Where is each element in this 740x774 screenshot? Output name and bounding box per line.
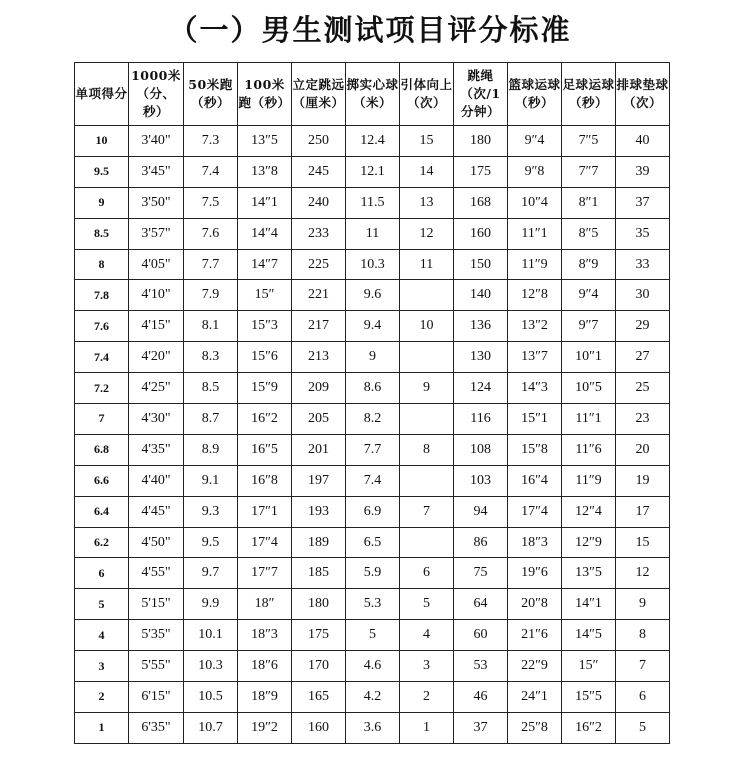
cell-50m: 10.7	[184, 712, 238, 743]
cell-50m: 9.7	[184, 558, 238, 589]
cell-50m: 10.5	[184, 682, 238, 713]
cell-standing-long-jump: 180	[292, 589, 346, 620]
cell-1000m: 4'20"	[129, 342, 184, 373]
cell-rope-skipping: 168	[454, 187, 508, 218]
cell-50m: 7.3	[184, 126, 238, 157]
cell-basketball-dribble: 11″9	[508, 249, 562, 280]
cell-score: 7.6	[75, 311, 129, 342]
cell-standing-long-jump: 170	[292, 651, 346, 682]
cell-100m: 16″5	[238, 434, 292, 465]
cell-100m: 13″8	[238, 156, 292, 187]
cell-basketball-dribble: 21″6	[508, 620, 562, 651]
cell-50m: 7.5	[184, 187, 238, 218]
cell-pull-up: 10	[400, 311, 454, 342]
cell-score: 7.8	[75, 280, 129, 311]
cell-medicine-ball: 6.9	[346, 496, 400, 527]
header-pull-up: 引体向上（次）	[400, 63, 454, 126]
cell-100m: 17″1	[238, 496, 292, 527]
cell-football-dribble: 13″5	[562, 558, 616, 589]
cell-football-dribble: 16″2	[562, 712, 616, 743]
table-row	[75, 434, 670, 465]
cell-pull-up: 11	[400, 249, 454, 280]
cell-1000m: 4'45"	[129, 496, 184, 527]
cell-medicine-ball: 4.2	[346, 682, 400, 713]
cell-score: 4	[75, 620, 129, 651]
cell-football-dribble: 7″5	[562, 126, 616, 157]
cell-volleyball-bump: 39	[616, 156, 670, 187]
cell-50m: 9.5	[184, 527, 238, 558]
cell-football-dribble: 8″1	[562, 187, 616, 218]
cell-100m: 17″4	[238, 527, 292, 558]
cell-medicine-ball: 9	[346, 342, 400, 373]
table-row	[75, 311, 670, 342]
cell-football-dribble: 7″7	[562, 156, 616, 187]
header-standing-long-jump: 立定跳远（厘米）	[292, 63, 346, 126]
cell-basketball-dribble: 15″8	[508, 434, 562, 465]
cell-score: 3	[75, 651, 129, 682]
cell-volleyball-bump: 25	[616, 373, 670, 404]
header-row	[75, 63, 670, 126]
cell-standing-long-jump: 245	[292, 156, 346, 187]
cell-100m: 18″9	[238, 682, 292, 713]
cell-volleyball-bump: 20	[616, 434, 670, 465]
cell-1000m: 4'35"	[129, 434, 184, 465]
header-medicine-ball: 掷实心球（米）	[346, 63, 400, 126]
cell-1000m: 3'40"	[129, 126, 184, 157]
cell-score: 8	[75, 249, 129, 280]
cell-football-dribble: 12″9	[562, 527, 616, 558]
cell-standing-long-jump: 205	[292, 404, 346, 435]
cell-100m: 14″7	[238, 249, 292, 280]
cell-100m: 16″2	[238, 404, 292, 435]
cell-1000m: 4'55"	[129, 558, 184, 589]
cell-pull-up: 1	[400, 712, 454, 743]
cell-rope-skipping: 140	[454, 280, 508, 311]
cell-1000m: 3'50"	[129, 187, 184, 218]
cell-100m: 19″2	[238, 712, 292, 743]
cell-volleyball-bump: 29	[616, 311, 670, 342]
cell-score: 10	[75, 126, 129, 157]
header-50m: 50米跑（秒）	[184, 63, 238, 126]
cell-50m: 10.3	[184, 651, 238, 682]
cell-volleyball-bump: 37	[616, 187, 670, 218]
header-football-dribble: 足球运球（秒）	[562, 63, 616, 126]
cell-pull-up: 4	[400, 620, 454, 651]
cell-rope-skipping: 136	[454, 311, 508, 342]
header-basketball-dribble: 篮球运球（秒）	[508, 63, 562, 126]
cell-basketball-dribble: 15″1	[508, 404, 562, 435]
cell-rope-skipping: 150	[454, 249, 508, 280]
cell-1000m: 4'30"	[129, 404, 184, 435]
cell-50m: 7.4	[184, 156, 238, 187]
cell-medicine-ball: 5.3	[346, 589, 400, 620]
cell-50m: 8.9	[184, 434, 238, 465]
cell-pull-up	[400, 342, 454, 373]
cell-pull-up: 12	[400, 218, 454, 249]
table-row	[75, 404, 670, 435]
cell-basketball-dribble: 10″4	[508, 187, 562, 218]
cell-standing-long-jump: 197	[292, 465, 346, 496]
cell-medicine-ball: 3.6	[346, 712, 400, 743]
cell-football-dribble: 10″1	[562, 342, 616, 373]
table-row	[75, 342, 670, 373]
cell-50m: 7.6	[184, 218, 238, 249]
cell-standing-long-jump: 240	[292, 187, 346, 218]
cell-1000m: 4'15"	[129, 311, 184, 342]
cell-volleyball-bump: 5	[616, 712, 670, 743]
cell-rope-skipping: 46	[454, 682, 508, 713]
table-row	[75, 218, 670, 249]
cell-score: 7	[75, 404, 129, 435]
table-row	[75, 496, 670, 527]
cell-basketball-dribble: 11″1	[508, 218, 562, 249]
cell-basketball-dribble: 12″8	[508, 280, 562, 311]
cell-pull-up	[400, 527, 454, 558]
table-row	[75, 156, 670, 187]
cell-basketball-dribble: 9″4	[508, 126, 562, 157]
cell-volleyball-bump: 40	[616, 126, 670, 157]
cell-rope-skipping: 116	[454, 404, 508, 435]
cell-volleyball-bump: 27	[616, 342, 670, 373]
cell-basketball-dribble: 9″8	[508, 156, 562, 187]
cell-medicine-ball: 5.9	[346, 558, 400, 589]
cell-100m: 18″3	[238, 620, 292, 651]
cell-medicine-ball: 7.7	[346, 434, 400, 465]
cell-medicine-ball: 11.5	[346, 187, 400, 218]
cell-50m: 8.5	[184, 373, 238, 404]
table-row	[75, 249, 670, 280]
cell-basketball-dribble: 17″4	[508, 496, 562, 527]
cell-football-dribble: 14″5	[562, 620, 616, 651]
cell-standing-long-jump: 165	[292, 682, 346, 713]
table-body	[75, 126, 670, 744]
cell-pull-up: 13	[400, 187, 454, 218]
cell-medicine-ball: 12.4	[346, 126, 400, 157]
cell-football-dribble: 8″5	[562, 218, 616, 249]
cell-pull-up: 14	[400, 156, 454, 187]
cell-pull-up: 2	[400, 682, 454, 713]
cell-score: 2	[75, 682, 129, 713]
cell-standing-long-jump: 185	[292, 558, 346, 589]
cell-score: 9	[75, 187, 129, 218]
cell-volleyball-bump: 12	[616, 558, 670, 589]
cell-pull-up: 3	[400, 651, 454, 682]
cell-football-dribble: 15″5	[562, 682, 616, 713]
cell-football-dribble: 11″6	[562, 434, 616, 465]
cell-basketball-dribble: 14″3	[508, 373, 562, 404]
cell-basketball-dribble: 25″8	[508, 712, 562, 743]
cell-1000m: 4'40"	[129, 465, 184, 496]
cell-volleyball-bump: 30	[616, 280, 670, 311]
table-row	[75, 280, 670, 311]
header-volleyball-bump: 排球垫球（次）	[616, 63, 670, 126]
cell-score: 6.2	[75, 527, 129, 558]
cell-1000m: 5'35"	[129, 620, 184, 651]
table-row	[75, 620, 670, 651]
cell-volleyball-bump: 33	[616, 249, 670, 280]
cell-pull-up	[400, 404, 454, 435]
cell-standing-long-jump: 189	[292, 527, 346, 558]
table-row	[75, 712, 670, 743]
cell-football-dribble: 10″5	[562, 373, 616, 404]
cell-standing-long-jump: 217	[292, 311, 346, 342]
cell-rope-skipping: 180	[454, 126, 508, 157]
cell-rope-skipping: 124	[454, 373, 508, 404]
cell-volleyball-bump: 23	[616, 404, 670, 435]
cell-medicine-ball: 4.6	[346, 651, 400, 682]
table-row	[75, 126, 670, 157]
table-row	[75, 187, 670, 218]
cell-standing-long-jump: 193	[292, 496, 346, 527]
cell-1000m: 4'25"	[129, 373, 184, 404]
cell-100m: 14″1	[238, 187, 292, 218]
cell-1000m: 3'57"	[129, 218, 184, 249]
cell-basketball-dribble: 13″7	[508, 342, 562, 373]
cell-100m: 17″7	[238, 558, 292, 589]
cell-100m: 15″6	[238, 342, 292, 373]
cell-standing-long-jump: 160	[292, 712, 346, 743]
cell-1000m: 3'45"	[129, 156, 184, 187]
page-title: （一）男生测试项目评分标准	[168, 13, 572, 47]
cell-pull-up: 7	[400, 496, 454, 527]
cell-medicine-ball: 8.2	[346, 404, 400, 435]
table-row	[75, 651, 670, 682]
cell-football-dribble: 14″1	[562, 589, 616, 620]
cell-basketball-dribble: 16″4	[508, 465, 562, 496]
cell-medicine-ball: 9.6	[346, 280, 400, 311]
cell-football-dribble: 11″9	[562, 465, 616, 496]
cell-pull-up: 6	[400, 558, 454, 589]
cell-100m: 13″5	[238, 126, 292, 157]
cell-rope-skipping: 86	[454, 527, 508, 558]
scoring-table	[74, 62, 670, 744]
cell-football-dribble: 8″9	[562, 249, 616, 280]
cell-pull-up	[400, 280, 454, 311]
cell-1000m: 6'35"	[129, 712, 184, 743]
cell-basketball-dribble: 18″3	[508, 527, 562, 558]
cell-100m: 18″	[238, 589, 292, 620]
cell-score: 8.5	[75, 218, 129, 249]
table-row	[75, 558, 670, 589]
cell-medicine-ball: 10.3	[346, 249, 400, 280]
cell-rope-skipping: 130	[454, 342, 508, 373]
cell-100m: 15″9	[238, 373, 292, 404]
table-row	[75, 373, 670, 404]
cell-1000m: 4'10"	[129, 280, 184, 311]
cell-medicine-ball: 6.5	[346, 527, 400, 558]
header-1000m: 1000米（分、秒）	[129, 63, 184, 126]
cell-pull-up	[400, 465, 454, 496]
cell-volleyball-bump: 15	[616, 527, 670, 558]
cell-rope-skipping: 75	[454, 558, 508, 589]
cell-1000m: 6'15"	[129, 682, 184, 713]
cell-rope-skipping: 60	[454, 620, 508, 651]
cell-50m: 8.7	[184, 404, 238, 435]
cell-score: 7.4	[75, 342, 129, 373]
cell-standing-long-jump: 213	[292, 342, 346, 373]
cell-rope-skipping: 94	[454, 496, 508, 527]
cell-volleyball-bump: 17	[616, 496, 670, 527]
table-row	[75, 682, 670, 713]
cell-volleyball-bump: 35	[616, 218, 670, 249]
header-100m: 100米跑（秒）	[238, 63, 292, 126]
cell-rope-skipping: 108	[454, 434, 508, 465]
cell-pull-up: 9	[400, 373, 454, 404]
cell-50m: 9.9	[184, 589, 238, 620]
header-score: 单项得分	[75, 63, 129, 126]
cell-medicine-ball: 12.1	[346, 156, 400, 187]
cell-rope-skipping: 53	[454, 651, 508, 682]
cell-50m: 10.1	[184, 620, 238, 651]
table-row	[75, 527, 670, 558]
cell-50m: 9.1	[184, 465, 238, 496]
cell-score: 6.4	[75, 496, 129, 527]
cell-basketball-dribble: 20″8	[508, 589, 562, 620]
cell-1000m: 4'50"	[129, 527, 184, 558]
cell-standing-long-jump: 175	[292, 620, 346, 651]
cell-standing-long-jump: 250	[292, 126, 346, 157]
cell-score: 6.6	[75, 465, 129, 496]
cell-football-dribble: 15″	[562, 651, 616, 682]
cell-pull-up: 8	[400, 434, 454, 465]
cell-basketball-dribble: 24″1	[508, 682, 562, 713]
cell-medicine-ball: 5	[346, 620, 400, 651]
cell-basketball-dribble: 22″9	[508, 651, 562, 682]
cell-rope-skipping: 160	[454, 218, 508, 249]
cell-50m: 9.3	[184, 496, 238, 527]
cell-football-dribble: 9″4	[562, 280, 616, 311]
cell-medicine-ball: 7.4	[346, 465, 400, 496]
cell-pull-up: 5	[400, 589, 454, 620]
cell-medicine-ball: 8.6	[346, 373, 400, 404]
cell-rope-skipping: 64	[454, 589, 508, 620]
cell-100m: 16″8	[238, 465, 292, 496]
cell-score: 6.8	[75, 434, 129, 465]
cell-standing-long-jump: 221	[292, 280, 346, 311]
cell-basketball-dribble: 13″2	[508, 311, 562, 342]
cell-100m: 14″4	[238, 218, 292, 249]
cell-1000m: 5'55"	[129, 651, 184, 682]
table-row	[75, 465, 670, 496]
table-row	[75, 589, 670, 620]
cell-score: 5	[75, 589, 129, 620]
cell-standing-long-jump: 201	[292, 434, 346, 465]
cell-pull-up: 15	[400, 126, 454, 157]
cell-50m: 8.3	[184, 342, 238, 373]
cell-score: 6	[75, 558, 129, 589]
cell-100m: 18″6	[238, 651, 292, 682]
cell-standing-long-jump: 233	[292, 218, 346, 249]
cell-50m: 7.9	[184, 280, 238, 311]
cell-volleyball-bump: 7	[616, 651, 670, 682]
cell-medicine-ball: 9.4	[346, 311, 400, 342]
cell-football-dribble: 9″7	[562, 311, 616, 342]
cell-50m: 8.1	[184, 311, 238, 342]
cell-football-dribble: 11″1	[562, 404, 616, 435]
cell-1000m: 4'05"	[129, 249, 184, 280]
cell-100m: 15″3	[238, 311, 292, 342]
cell-volleyball-bump: 8	[616, 620, 670, 651]
cell-basketball-dribble: 19″6	[508, 558, 562, 589]
cell-volleyball-bump: 19	[616, 465, 670, 496]
cell-medicine-ball: 11	[346, 218, 400, 249]
cell-rope-skipping: 175	[454, 156, 508, 187]
cell-1000m: 5'15"	[129, 589, 184, 620]
cell-rope-skipping: 37	[454, 712, 508, 743]
cell-rope-skipping: 103	[454, 465, 508, 496]
cell-volleyball-bump: 6	[616, 682, 670, 713]
cell-volleyball-bump: 9	[616, 589, 670, 620]
cell-score: 1	[75, 712, 129, 743]
cell-score: 9.5	[75, 156, 129, 187]
cell-football-dribble: 12″4	[562, 496, 616, 527]
cell-50m: 7.7	[184, 249, 238, 280]
cell-100m: 15″	[238, 280, 292, 311]
cell-score: 7.2	[75, 373, 129, 404]
cell-standing-long-jump: 225	[292, 249, 346, 280]
cell-standing-long-jump: 209	[292, 373, 346, 404]
header-rope-skipping: 跳绳（次/1分钟）	[454, 63, 508, 126]
